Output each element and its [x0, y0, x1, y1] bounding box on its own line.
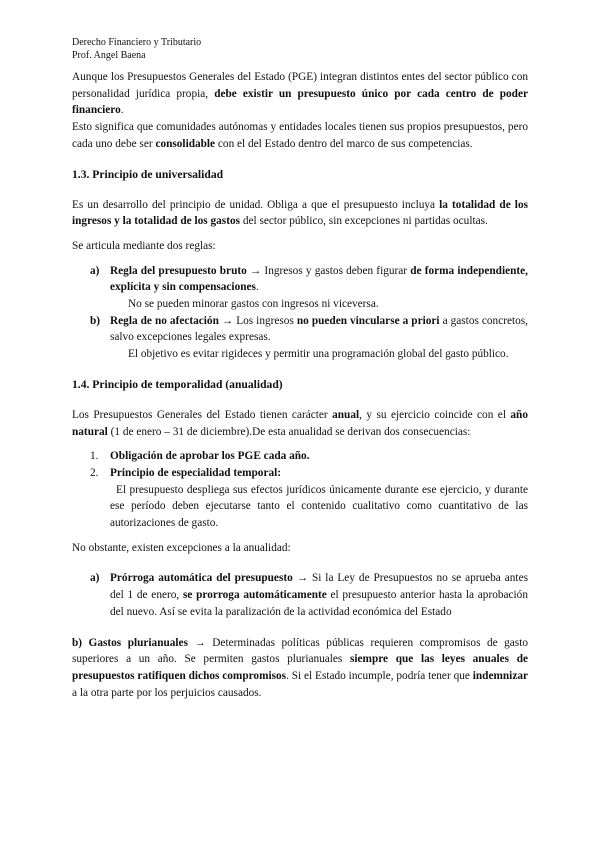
section-1-3-title: 1.3. Principio de universalidad	[72, 167, 224, 181]
exceptions-list	[72, 570, 528, 620]
rules-intro: Se articula mediante dos reglas:	[72, 239, 216, 252]
intro-paragraph-2: Esto significa que comunidades autónomas y entidades locales tienen sus propios presupuestos, pero cada uno debe ser consolidable con el del Estado dentro del marco de sus competencias.	[72, 121, 528, 150]
consequences-list	[72, 448, 528, 532]
intro-paragraph-1: Aunque los Presupuestos Generales del Estado (PGE) integran distintos entes del sector público con personalidad jurídica propia, debe existir un presupuesto único por cada centro de poder financiero.	[72, 71, 528, 117]
section-1-4-title: 1.4. Principio de temporalidad (anualidad)	[72, 377, 283, 391]
list-item: a) Regla del presupuesto bruto → Ingresos y gastos deben figurar de forma independiente, explícita y sin compensaciones.	[90, 264, 528, 294]
header-professor: Prof. Angel Baena	[72, 50, 146, 61]
temporality-paragraph: Los Presupuestos Generales del Estado tienen carácter anual, y su ejercicio coincide con el año natural (1 de enero – 31 de diciembre).De esta anualidad se derivan dos consecuencias:	[72, 408, 528, 438]
list-item: b) Regla de no afectación → Los ingresos no pueden vincularse a priori a gastos concretos, salvo excepciones legales expresas.	[90, 314, 528, 344]
universality-paragraph: Es un desarrollo del principio de unidad. Obliga a que el presupuesto incluya la totalidad de los ingresos y la totalidad de los gastos del sector público, sin excepciones ni partidas ocultas.	[72, 198, 528, 228]
list-item: 1. Obligación de aprobar los PGE cada año.	[90, 450, 310, 463]
rules-list	[72, 263, 528, 363]
list-item: a) Prórroga automática del presupuesto → Si la Ley de Presupuestos no se aprueba antes del 1 de enero, se prorroga automáticamente el presupuesto anterior hasta la aprobación del nuevo. Así se evita la paralización de la actividad económica del Estado	[90, 572, 528, 618]
rule-a-note: No se pueden minorar gastos con ingresos ni viceversa.	[128, 298, 379, 311]
item-2-note: El presupuesto despliega sus efectos jurídicos únicamente durante ese ejercicio, y durante ese período deben ejecutarse tanto el contenido cualitativo como cuantitativo de las autorizaciones de gasto.	[110, 483, 528, 530]
header-course: Derecho Financiero y Tributario	[72, 37, 202, 48]
rule-b-note: El objetivo es evitar rigideces y permitir una programación global del gasto público.	[128, 348, 509, 361]
plurianual-paragraph: b) Gastos plurianuales → Determinadas políticas públicas requieren compromisos de gasto superiores a un año. Se permiten gastos plurianuales siempre que las leyes anuales de presupuestos ratifiquen dichos compromisos. Si el Estado incumple, podría tener que indemnizar a la otra parte por los perjuicios causados.	[72, 636, 529, 699]
list-item: 2. Principio de especialidad temporal:	[90, 466, 282, 479]
exceptions-intro: No obstante, existen excepciones a la anualidad:	[72, 541, 291, 554]
